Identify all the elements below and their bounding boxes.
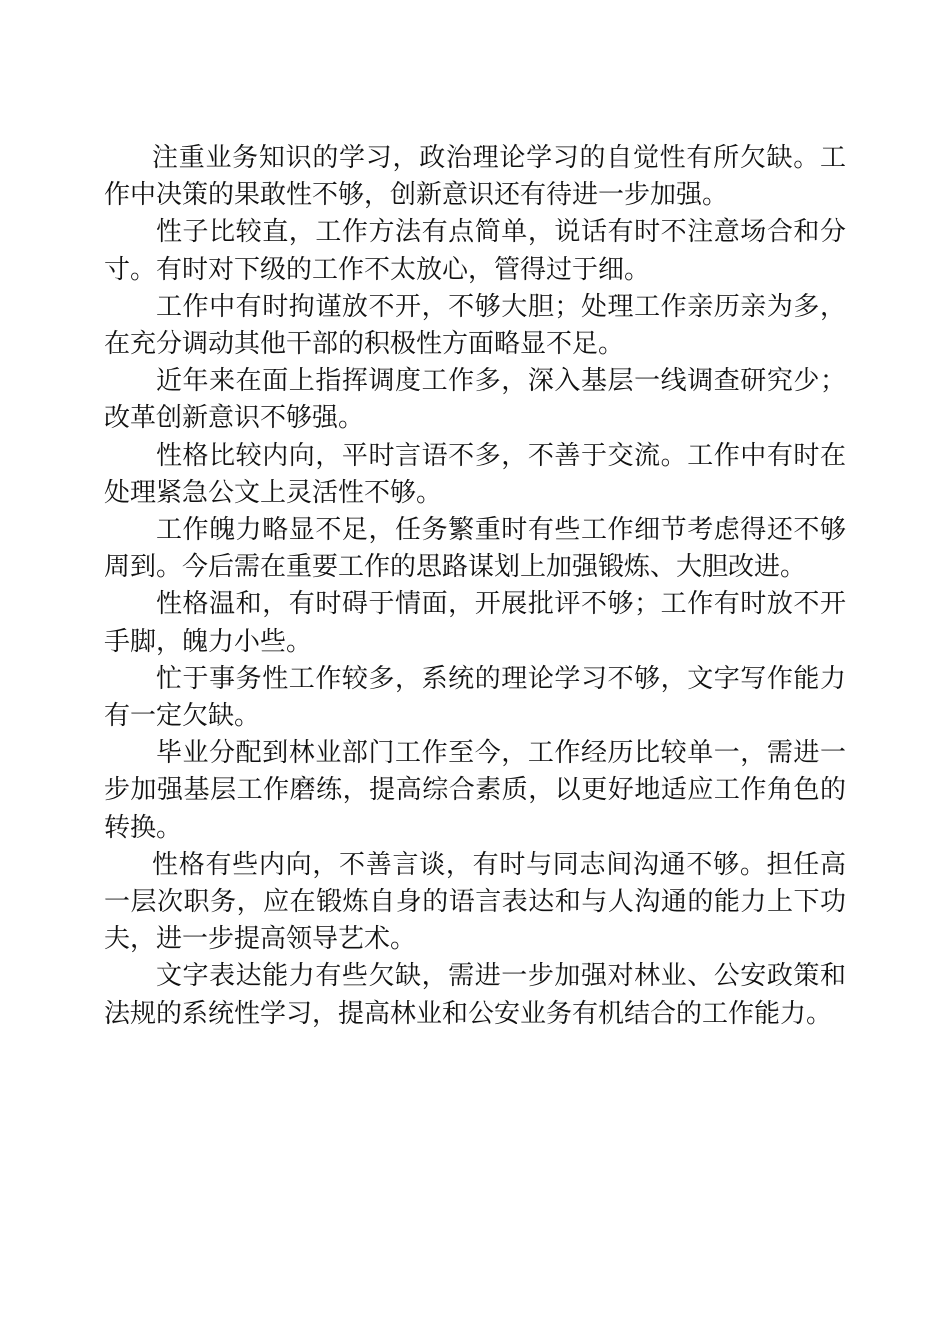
paragraph-9: 毕业分配到林业部门工作至今，工作经历比较单一，需进一步加强基层工作磨练，提高综合素质，以更好地适应工作角色的转换。 xyxy=(104,738,846,843)
paragraph-8: 忙于事务性工作较多，系统的理论学习不够，文字写作能力有一定欠缺。 xyxy=(104,663,846,732)
paragraph-4: 近年来在面上指挥调度工作多，深入基层一线调查研究少；改革创新意识不够强。 xyxy=(104,366,846,434)
paragraph-2: 性子比较直，工作方法有点简单，说话有时不注意场合和分寸。有时对下级的工作不太放心，管得过于细。 xyxy=(104,217,846,285)
paragraph-3: 工作中有时拘谨放不开，不够大胆；处理工作亲历亲为多，在充分调动其他干部的积极性方面略显不足。 xyxy=(104,291,846,360)
paragraph-1: 注重业务知识的学习，政治理论学习的自觉性有所欠缺。工作中决策的果敢性不够，创新意识还有待进一步加强。 xyxy=(104,143,846,211)
paragraph-6: 工作魄力略显不足，任务繁重时有些工作细节考虑得还不够周到。今后需在重要工作的思路谋划上加强锻炼、大胆改进。 xyxy=(104,515,846,583)
paragraph-5: 性格比较内向，平时言语不多，不善于交流。工作中有时在处理紧急公文上灵活性不够。 xyxy=(104,440,846,508)
paragraph-10: 性格有些内向，不善言谈，有时与同志间沟通不够。担任高一层次职务，应在锻炼自身的语言表达和与人沟通的能力上下功夫，进一步提高领导艺术。 xyxy=(104,849,846,955)
document-body xyxy=(104,140,846,1033)
paragraph-11: 文字表达能力有些欠缺，需进一步加强对林业、公安政策和法规的系统性学习，提高林业和公安业务有机结合的工作能力。 xyxy=(104,961,846,1029)
paragraph-7: 性格温和，有时碍于情面，开展批评不够；工作有时放不开手脚，魄力小些。 xyxy=(104,589,846,657)
